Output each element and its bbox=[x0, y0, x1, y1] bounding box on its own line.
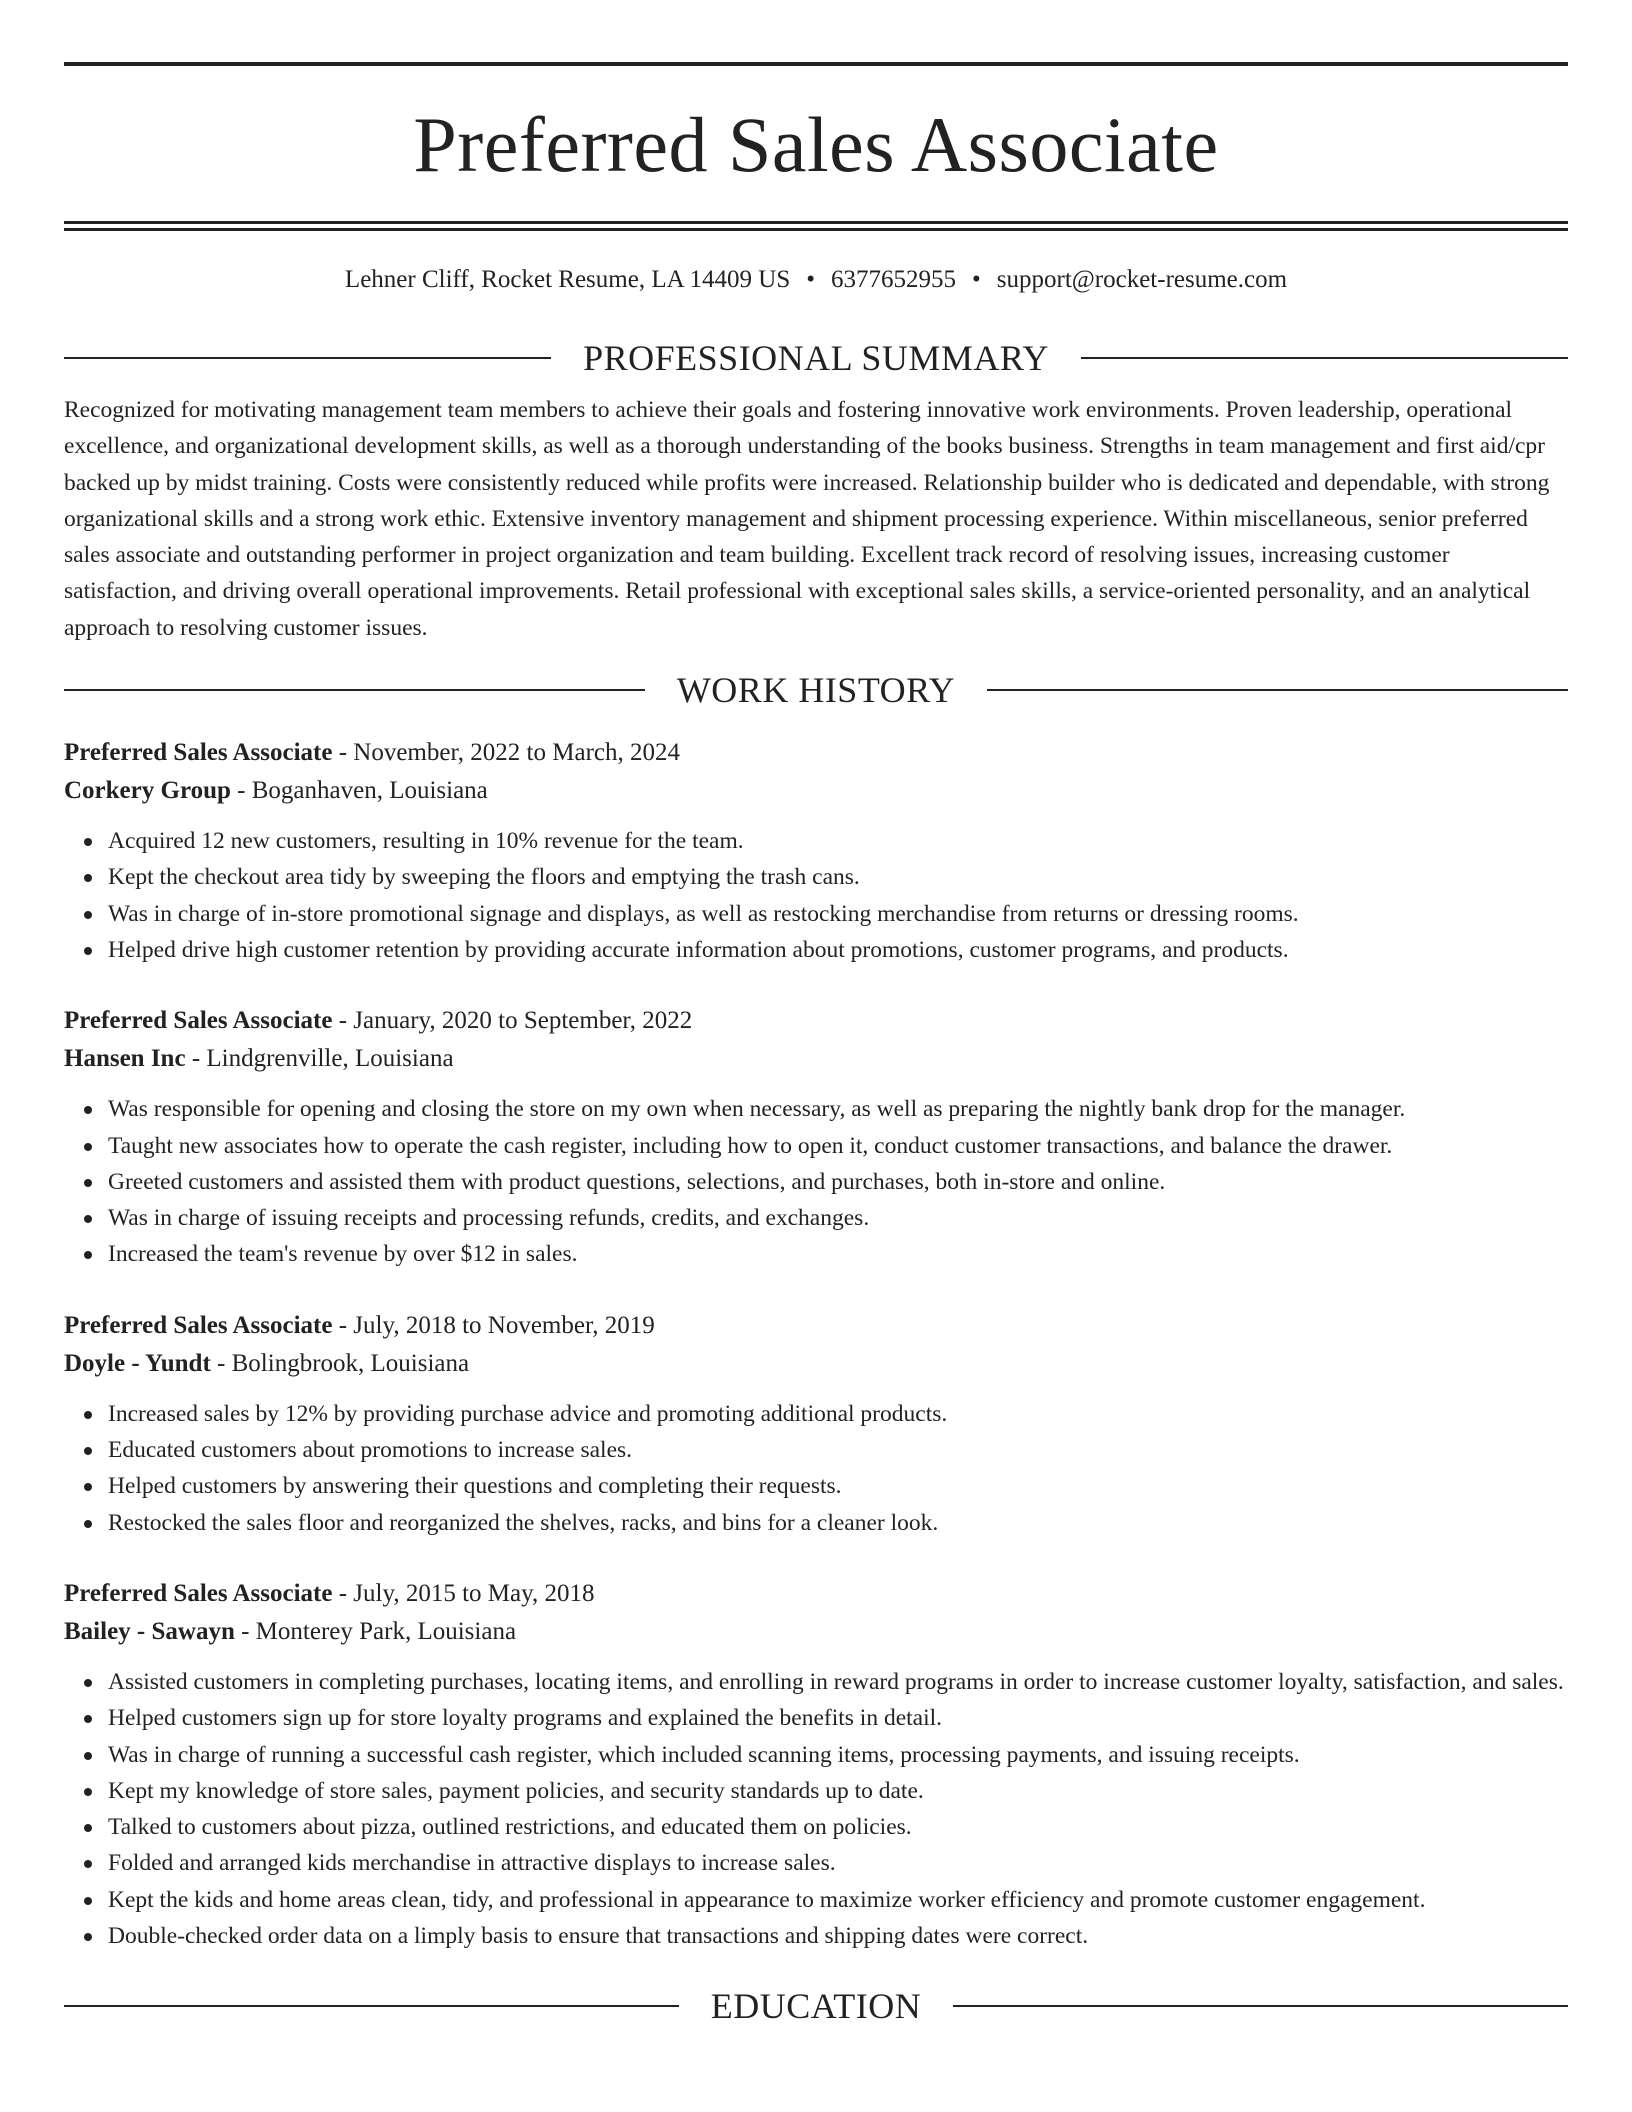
job-duty-item: Was responsible for opening and closing the store on my own when necessary, as well as preparing the nightly bank drop for the manager. bbox=[108, 1091, 1568, 1127]
job-duty-item: Helped customers sign up for store loyalty programs and explained the benefits in detail. bbox=[108, 1700, 1568, 1736]
job-location: - Lindgrenville, Louisiana bbox=[185, 1045, 454, 1073]
job-duties-list bbox=[64, 1091, 1568, 1272]
job-duty-item: Taught new associates how to operate the cash register, including how to open it, conduct customer transactions, and balance the drawer. bbox=[108, 1128, 1568, 1164]
job-duty-item: Talked to customers about pizza, outlined restrictions, and educated them on policies. bbox=[108, 1809, 1568, 1845]
summary-text: Recognized for motivating management team members to achieve their goals and fostering innovative work environments. Proven leadership, operational excellence, and organizational development skills, as well as a thorough understanding of the books business. Strengths in team management and first aid/cpr backed up by midst training. Costs were consistently reduced while profits were increased. Relationship builder who is dedicated and dependable, with strong organizational skills and a strong work ethic. Extensive inventory management and shipment processing experience. Within miscellaneous, senior preferred sales associate and outstanding performer in project organization and team building. Excellent track record of resolving issues, increasing customer satisfaction, and driving overall operational improvements. Retail professional with exceptional sales skills, a service-oriented personality, and an analytical approach to resolving customer issues. bbox=[64, 397, 1550, 641]
title-double-rule bbox=[64, 221, 1568, 231]
contact-line bbox=[64, 265, 1568, 295]
job-duty-item: Kept the kids and home areas clean, tidy, and professional in appearance to maximize worker efficiency and promote customer engagement. bbox=[108, 1882, 1568, 1918]
job-company: Doyle - Yundt bbox=[64, 1349, 211, 1377]
education-heading-label: EDUCATION bbox=[710, 1986, 922, 2027]
job-company: Bailey - Sawayn bbox=[64, 1617, 235, 1645]
job-title: Preferred Sales Associate bbox=[64, 1311, 333, 1339]
job-duty-item: Was in charge of running a successful cash register, which included scanning items, processing payments, and issuing receipts. bbox=[108, 1737, 1568, 1773]
job-duty-item: Helped drive high customer retention by providing accurate information about promotions, customer programs, and products. bbox=[108, 932, 1568, 968]
job-dates: - November, 2022 to March, 2024 bbox=[332, 739, 680, 767]
job-duty-item: Double-checked order data on a limply basis to ensure that transactions and shipping dates were correct. bbox=[108, 1918, 1568, 1954]
summary-heading bbox=[64, 340, 1568, 376]
heading-rule-left bbox=[64, 689, 645, 691]
summary-heading-label: PROFESSIONAL SUMMARY bbox=[583, 338, 1049, 378]
job-entry bbox=[64, 1002, 1568, 1272]
job-duty-item: Was in charge of in-store promotional signage and displays, as well as restocking merchandise from returns or dressing rooms. bbox=[108, 896, 1568, 932]
heading-rule-right bbox=[1081, 357, 1568, 359]
job-duty-item: Kept the checkout area tidy by sweeping the floors and emptying the trash cans. bbox=[108, 859, 1568, 895]
work-history-heading-label: WORK HISTORY bbox=[676, 670, 956, 711]
title-block bbox=[64, 0, 1568, 231]
work-history-heading bbox=[64, 670, 1568, 711]
heading-rule-left bbox=[64, 357, 551, 359]
job-location: - Monterey Park, Louisiana bbox=[234, 1617, 517, 1645]
job-title-line bbox=[64, 734, 1568, 772]
job-duty-item: Educated customers about promotions to increase sales. bbox=[108, 1432, 1568, 1468]
job-company-line bbox=[64, 1345, 1568, 1383]
job-title: Preferred Sales Associate bbox=[64, 1007, 333, 1035]
contact-separator: • bbox=[806, 266, 815, 293]
work-history-list bbox=[64, 734, 1568, 1954]
resume-name: Preferred Sales Associate bbox=[413, 101, 1219, 188]
job-title-line bbox=[64, 1002, 1568, 1040]
contact-email: support@rocket-resume.com bbox=[996, 266, 1288, 293]
job-entry bbox=[64, 734, 1568, 968]
job-company: Corkery Group bbox=[64, 777, 231, 805]
job-duty-item: Greeted customers and assisted them with product questions, selections, and purchases, both in-store and online. bbox=[108, 1164, 1568, 1200]
job-duties-list bbox=[64, 1664, 1568, 1954]
job-dates: - July, 2015 to May, 2018 bbox=[332, 1579, 595, 1607]
job-company-line bbox=[64, 1040, 1568, 1078]
job-duty-item: Increased the team's revenue by over $12 in sales. bbox=[108, 1236, 1568, 1272]
job-location: - Boganhaven, Louisiana bbox=[230, 777, 488, 805]
job-duties-list bbox=[64, 823, 1568, 968]
job-title: Preferred Sales Associate bbox=[64, 739, 333, 767]
job-company-line bbox=[64, 772, 1568, 810]
job-company-line bbox=[64, 1613, 1568, 1651]
contact-separator: • bbox=[972, 266, 981, 293]
job-duties-list bbox=[64, 1396, 1568, 1541]
heading-rule-right bbox=[987, 689, 1568, 691]
job-duty-item: Assisted customers in completing purchases, locating items, and enrolling in reward programs in order to increase customer loyalty, satisfaction, and sales. bbox=[108, 1664, 1568, 1700]
job-duty-item: Acquired 12 new customers, resulting in 10% revenue for the team. bbox=[108, 823, 1568, 859]
job-dates: - January, 2020 to September, 2022 bbox=[332, 1007, 693, 1035]
job-location: - Bolingbrook, Louisiana bbox=[210, 1349, 470, 1377]
heading-rule-left bbox=[64, 2005, 679, 2007]
heading-rule-right bbox=[953, 2005, 1568, 2007]
job-duty-item: Was in charge of issuing receipts and processing refunds, credits, and exchanges. bbox=[108, 1200, 1568, 1236]
job-title-line bbox=[64, 1307, 1568, 1345]
job-duty-item: Kept my knowledge of store sales, payment policies, and security standards up to date. bbox=[108, 1773, 1568, 1809]
contact-address: Lehner Cliff, Rocket Resume, LA 14409 US bbox=[344, 266, 791, 293]
contact-phone: 6377652955 bbox=[831, 266, 956, 293]
job-duty-item: Folded and arranged kids merchandise in attractive displays to increase sales. bbox=[108, 1845, 1568, 1881]
job-entry bbox=[64, 1307, 1568, 1541]
job-title: Preferred Sales Associate bbox=[64, 1579, 333, 1607]
job-duty-item: Increased sales by 12% by providing purchase advice and promoting additional products. bbox=[108, 1396, 1568, 1432]
job-company: Hansen Inc bbox=[64, 1045, 186, 1073]
job-duty-item: Helped customers by answering their questions and completing their requests. bbox=[108, 1468, 1568, 1504]
job-title-line bbox=[64, 1575, 1568, 1613]
job-duty-item: Restocked the sales floor and reorganized the shelves, racks, and bins for a cleaner look. bbox=[108, 1505, 1568, 1541]
education-heading bbox=[64, 1986, 1568, 2027]
job-dates: - July, 2018 to November, 2019 bbox=[332, 1311, 655, 1339]
job-entry bbox=[64, 1575, 1568, 1954]
